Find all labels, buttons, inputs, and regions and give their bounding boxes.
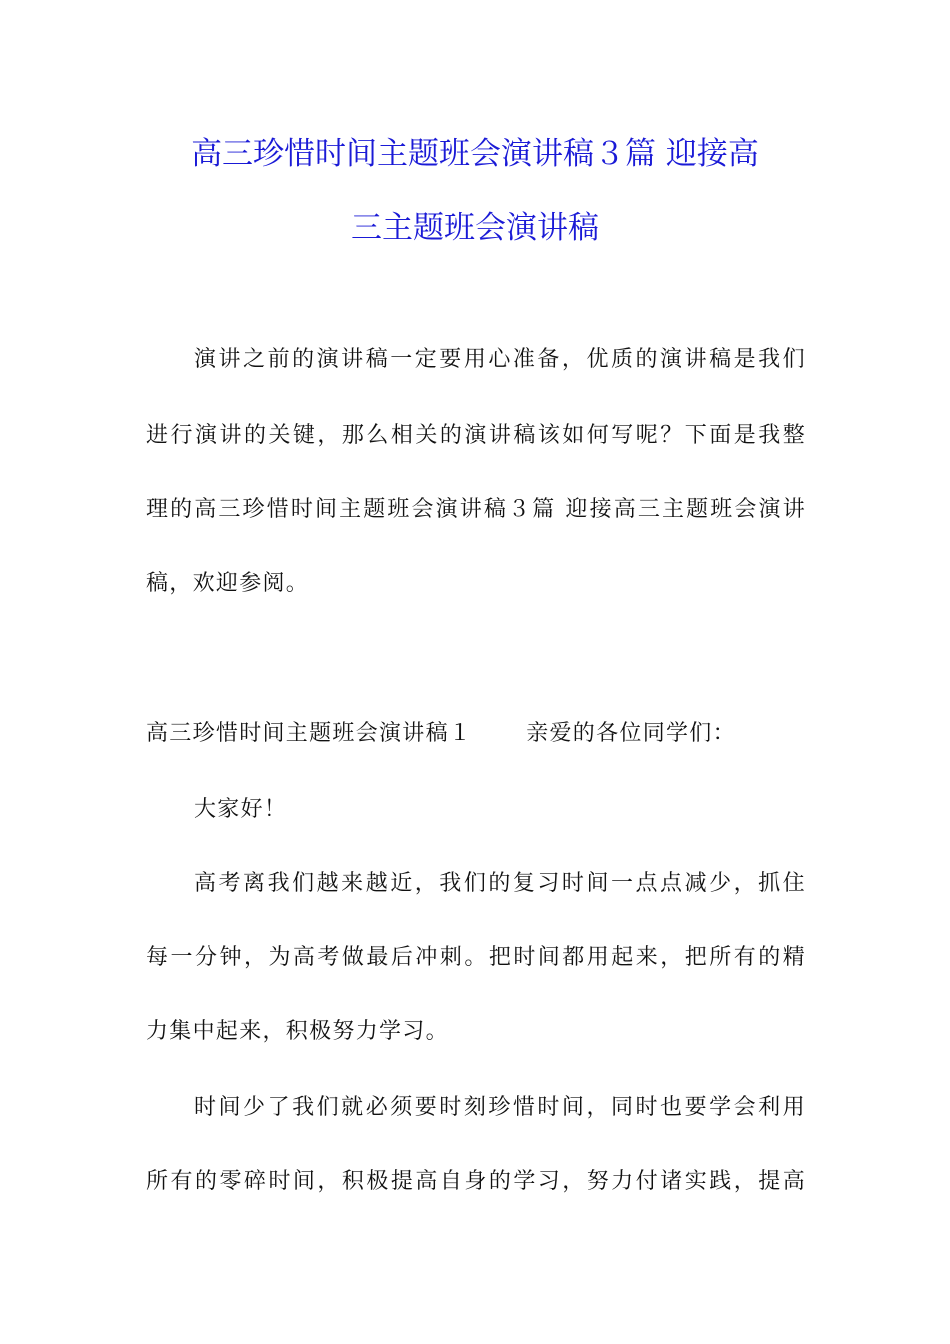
section-heading: 高三珍惜时间主题班会演讲稿１ — [146, 721, 473, 746]
salutation: 亲爱的各位同学们： — [526, 721, 736, 746]
intro-line-2: 进行演讲的关键，那么相关的演讲稿该如何写呢？下面是我整 — [146, 423, 806, 448]
greeting: 大家好！ — [194, 797, 288, 822]
paragraph1-line-1: 高考离我们越来越近，我们的复习时间一点点减少，抓住 — [194, 871, 806, 896]
intro-line-4: 稿，欢迎参阅。 — [146, 571, 310, 596]
intro-line-1: 演讲之前的演讲稿一定要用心准备，优质的演讲稿是我们 — [194, 347, 806, 372]
document-title-line-2: 三主题班会演讲稿 — [351, 210, 599, 246]
section-heading-row — [146, 719, 806, 749]
paragraph2-line-2: 所有的零碎时间，积极提高自身的学习，努力付诸实践，提高 — [146, 1169, 806, 1194]
paragraph1-line-3: 力集中起来，积极努力学习。 — [146, 1019, 449, 1044]
intro-line-3: 理的高三珍惜时间主题班会演讲稿３篇 迎接高三主题班会演讲 — [146, 497, 806, 522]
document-title-line-1: 高三珍惜时间主题班会演讲稿３篇 迎接高 — [191, 136, 759, 172]
paragraph1-line-2: 每一分钟，为高考做最后冲刺。把时间都用起来，把所有的精 — [146, 945, 806, 970]
paragraph2-line-1: 时间少了我们就必须要时刻珍惜时间，同时也要学会利用 — [194, 1095, 806, 1120]
